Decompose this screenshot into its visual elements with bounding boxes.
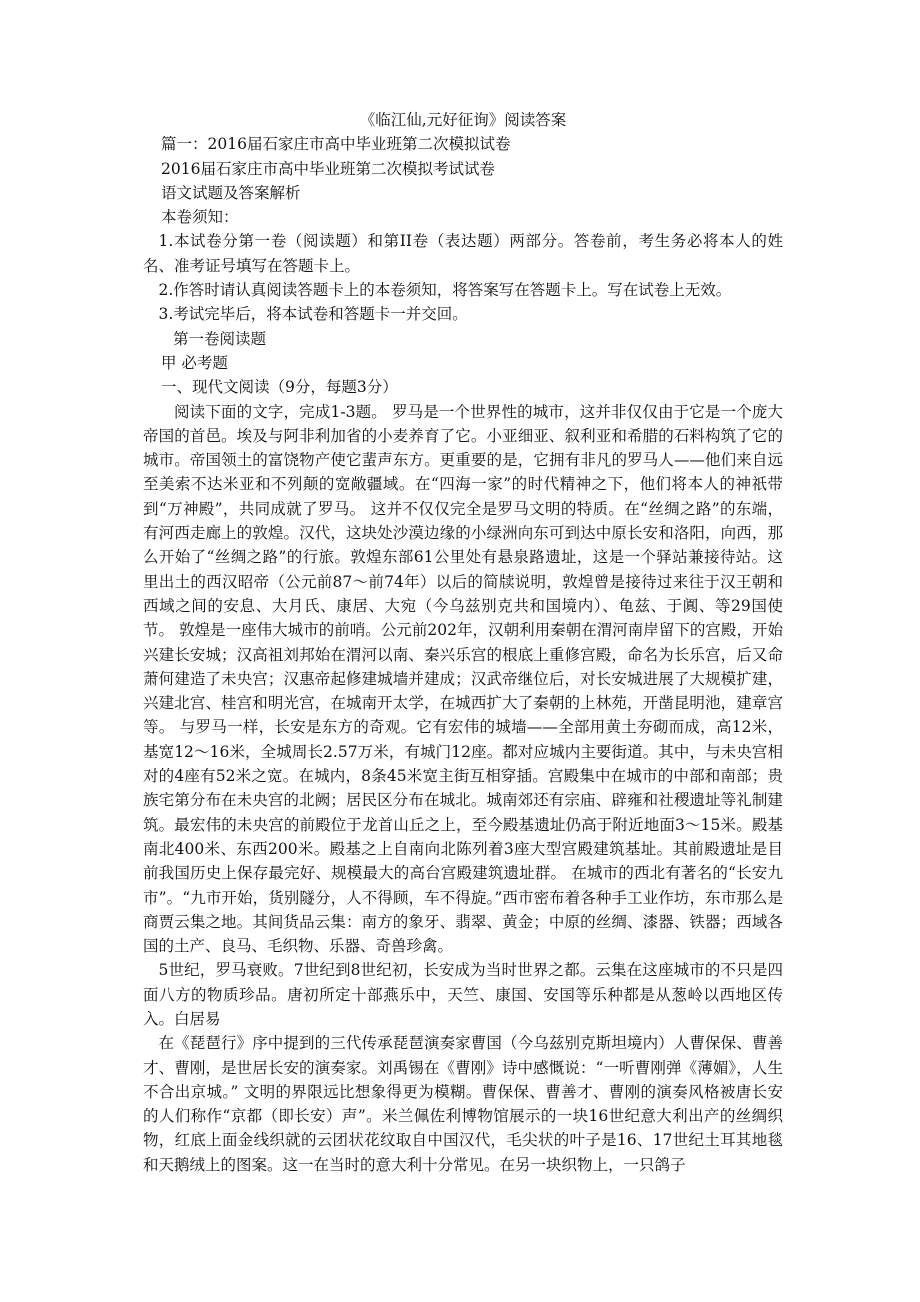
intro-line: 本卷须知： [161, 208, 239, 227]
intro-line: 2016届石家庄市高中毕业班第二次模拟考试试卷 [161, 159, 495, 178]
document-page [143, 108, 783, 1177]
body-paragraph: 阅读下面的文字，完成1-3题。 罗马是一个世界性的城市，这并非仅仅由于它是一个庞大帝国的首邑。埃及与阿非利加省的小麦养育了它。小亚细亚、叙利亚和希腊的石料构筑了它的城市。帝国领土的富饶物产使它蜚声东方。更重要的是，它拥有非凡的罗马人——他们来自远至美索不达米亚和不列颠的宽敞疆域。在“四海一家”的时代精神之下，他们将本人的神祇带到“万神殿”，共同成就了罗马。 这并不仅仅完全是罗马文明的特质。在“丝绸之路”的东端，有河西走廊上的敦煌。汉代，这块处沙漠边缘的小绿洲向东可到达中原长安和洛阳，向西，那么开始了“丝绸之路”的行旅。敦煌东部61公里处有悬泉路遗址，这是一个驿站兼接待站。这里出土的西汉昭帝（公元前87～前74年）以后的简牍说明，敦煌曾是接待过来往于汉王朝和西域之间的安息、大月氏、康居、大宛（今乌兹别克共和国境内）、龟兹、于阗、等29国使节。 敦煌是一座伟大城市的前哨。公元前202年，汉朝利用秦朝在渭河南岸留下的宫殿，开始兴建长安城；汉高祖刘邦始在渭河以南、秦兴乐宫的根底上重修宫殿，命名为长乐宫，后又命萧何建造了未央宫；汉惠帝起修建城墙并建成；汉武帝继位后，对长安城进展了大规模扩建，兴建北宫、桂宫和明光宫，在城南开太学，在城西扩大了秦朝的上林苑，开凿昆明池，建章宫等。 与罗马一样，长安是东方的奇观。它有宏伟的城墙——全部用黄土夯砌而成，高12米，基宽12～16米，全城周长2.57万米，有城门12座。都对应城内主要街道。其中，与未央宫相对的4座有52米之宽。在城内，8条45米宽主街互相穿插。宫殿集中在城市的中部和南部；贵族宅第分布在未央宫的北阙；居民区分布在城北。城南郊还有宗庙、辟雍和社稷遗址等礼制建筑。最宏伟的未央宫的前殿位于龙首山丘之上，至今殿基遗址仍高于附近地面3～15米。殿基南北400米、东西200米。殿基之上自南向北陈列着3座大型宫殿建筑基址。其前殿遗址是目前我国历史上保存最完好、规模最大的高台宫殿建筑遗址群。 在城市的西北有著名的“长安九市”。“九市开始，货别隧分，人不得顾，车不得旋。”西市密布着各种手工业作坊，东市那么是商贾云集之地。其间货品云集：南方的象牙、翡翠、黄金；中原的丝绸、漆器、铁器；西域各国的土产、良马、毛织物、乐器、奇兽珍禽。 [143, 402, 783, 956]
document-title: 《临江仙,元好征询》阅读答案 [359, 111, 567, 129]
part-heading: 一、现代文阅读（9分，每题3分） [161, 378, 398, 397]
intro-line: 语文试题及答案解析 [161, 183, 301, 202]
instruction-item: 3.考试完毕后，将本试卷和答题卡一并交回。 [158, 305, 468, 324]
instruction-item: 1.本试卷分第一卷（阅读题）和第II卷（表达题）两部分。答卷前，考生务必将本人的姓名、准考证号填写在答题卡上。 [143, 232, 783, 275]
body-paragraph: 5世纪，罗马衰败。7世纪到8世纪初，长安成为当时世界之都。云集在这座城市的不只是四面八方的物质珍品。唐初所定十部燕乐中，天竺、康国、安国等乐种都是从葱岭以西地区传入。白居易 [143, 961, 783, 1028]
body-paragraph: 在《琵琶行》序中提到的三代传承琵琶演奏家曹国（今乌兹别克斯坦境内）人曹保保、曹善才、曹刚，是世居长安的演奏家。刘禹锡在《曹刚》诗中感慨说：“一听曹刚弹《薄媚》，人生不合出京城。” 文明的界限远比想象得更为模糊。曹保保、曹善才、曹刚的演奏风格被唐长安的人们称作“京都（即长安）声”。米兰佩佐利博物馆展示的一块16世纪意大利出产的丝绸织物，红底上面金线织就的云团状花纹取自中国汉代，毛尖状的叶子是16、17世纪土耳其地毯和天鹅绒上的图案。这一在当时的意大利十分常见。在另一块织物上，一只鸽子 [143, 1034, 783, 1174]
intro-line: 篇一：2016届石家庄市高中毕业班第二次模拟试卷 [161, 135, 511, 154]
instruction-item: 2.作答时请认真阅读答题卡上的本卷须知，将答案写在答题卡上。写在试卷上无效。 [158, 281, 732, 300]
section-heading: 第一卷阅读题 [173, 329, 267, 348]
sub-heading: 甲 必考题 [161, 353, 228, 372]
